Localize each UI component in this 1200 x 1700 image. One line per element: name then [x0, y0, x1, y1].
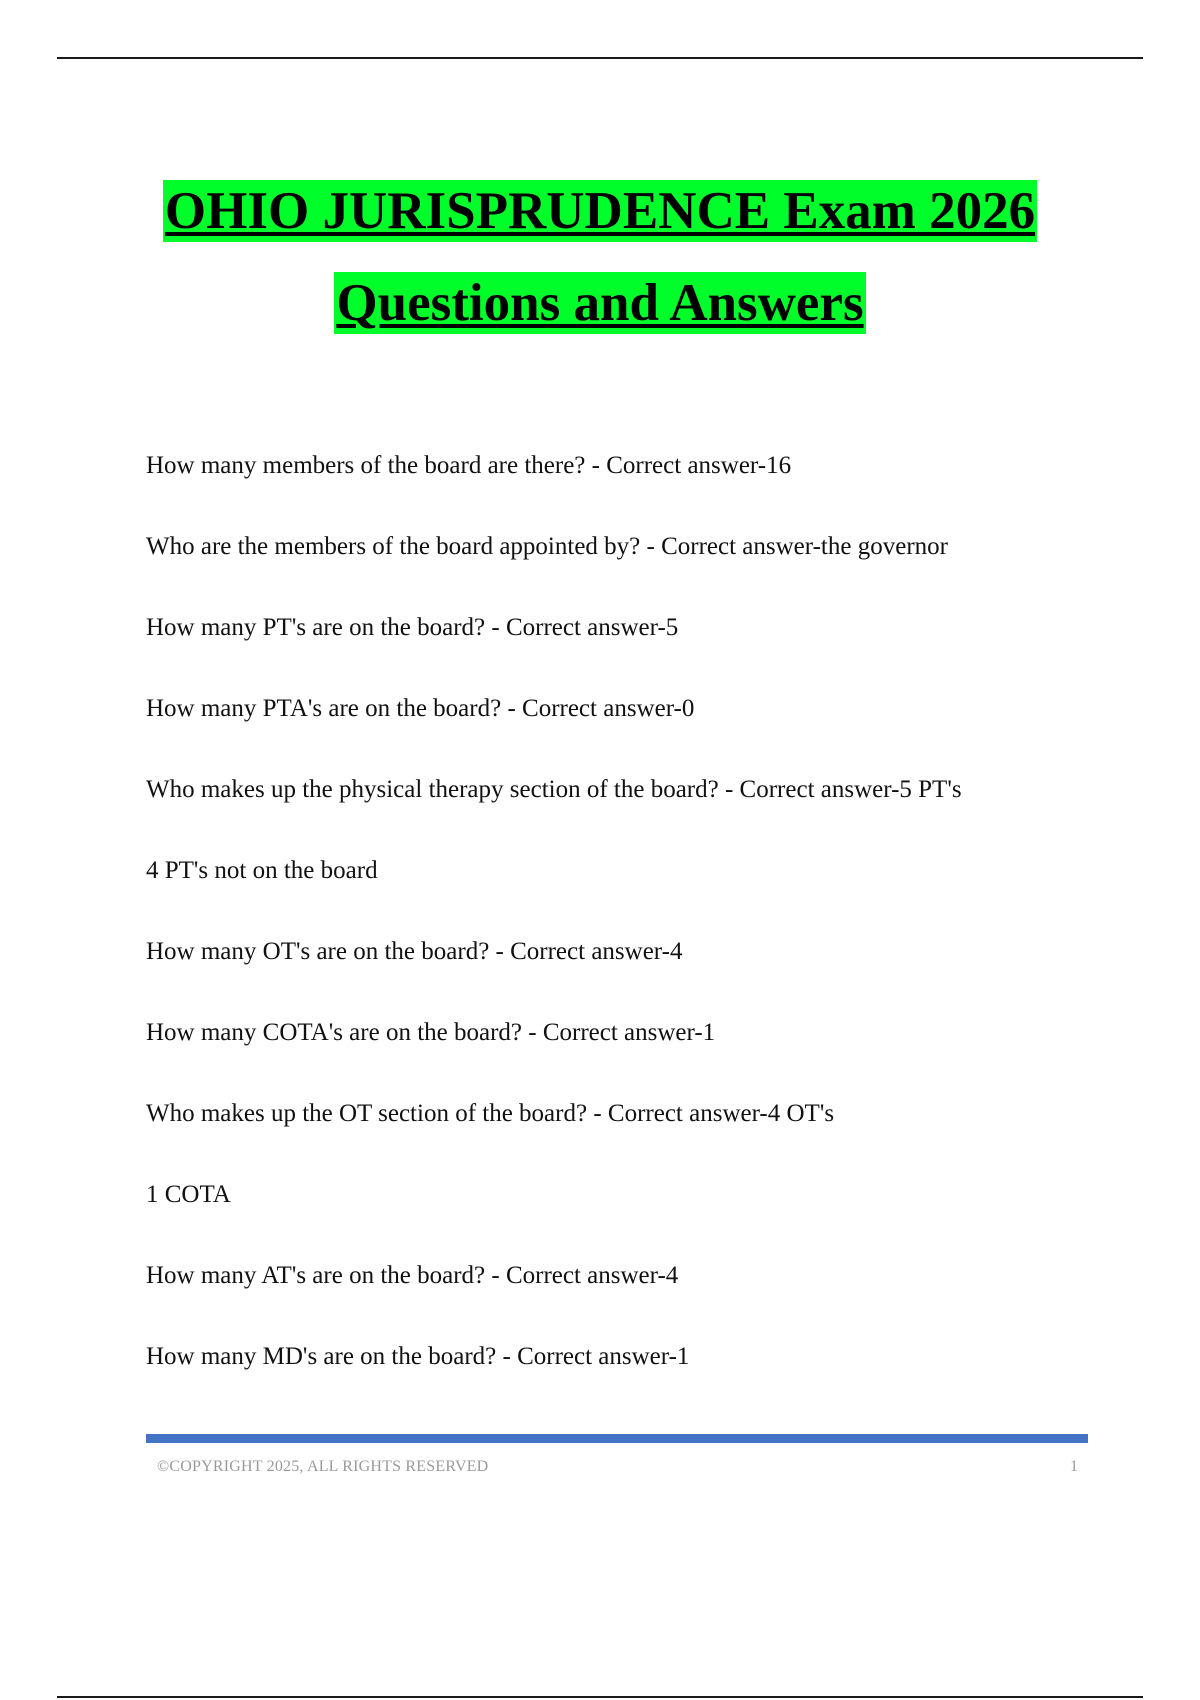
- qa-line: How many PT's are on the board? - Correct answer-5: [146, 614, 679, 641]
- document-title: [0, 178, 1200, 362]
- qa-line: How many OT's are on the board? - Correct answer-4: [146, 938, 683, 965]
- qa-line: 4 PT's not on the board: [146, 857, 378, 884]
- qa-list: [146, 450, 1106, 1422]
- footer-copyright: ©COPYRIGHT 2025, ALL RIGHTS RESERVED: [157, 1458, 489, 1475]
- title-line-2-wrapper: [0, 270, 1200, 362]
- qa-line: How many members of the board are there? - Correct answer-16: [146, 452, 792, 479]
- qa-line: How many MD's are on the board? - Correct answer-1: [146, 1343, 690, 1370]
- qa-line: Who makes up the OT section of the board? - Correct answer-4 OT's: [146, 1100, 835, 1127]
- qa-line: How many PTA's are on the board? - Correct answer-0: [146, 695, 695, 722]
- title-line-1: OHIO JURISPRUDENCE Exam 2026: [164, 182, 1036, 240]
- qa-line: 1 COTA: [146, 1181, 231, 1208]
- page-number: 1: [1070, 1458, 1078, 1475]
- bottom-rule: [57, 1696, 1143, 1698]
- qa-line: How many COTA's are on the board? - Correct answer-1: [146, 1019, 716, 1046]
- qa-line: How many AT's are on the board? - Correct answer-4: [146, 1262, 679, 1289]
- top-rule: [57, 57, 1143, 59]
- title-line-1-wrapper: [0, 178, 1200, 270]
- footer-bar: [146, 1434, 1088, 1443]
- qa-line: Who makes up the physical therapy section of the board? - Correct answer-5 PT's: [146, 776, 962, 803]
- qa-line: Who are the members of the board appointed by? - Correct answer-the governor: [146, 533, 948, 560]
- title-line-2: Questions and Answers: [336, 274, 864, 332]
